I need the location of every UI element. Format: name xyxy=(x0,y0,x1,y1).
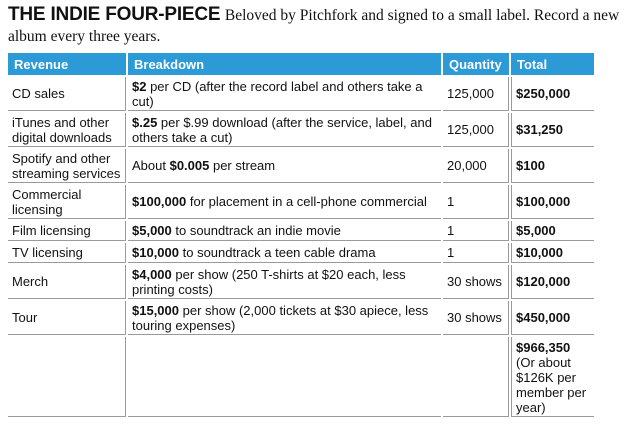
column-header-breakdown: Breakdown xyxy=(128,53,441,75)
revenue-cell: Merch xyxy=(8,265,126,299)
breakdown-amount: $4,000 xyxy=(132,266,172,282)
breakdown-text: per show (250 T-shirts at $20 each, less printing costs) xyxy=(132,266,406,297)
revenue-cell: iTunes and other digital downloads xyxy=(8,113,126,147)
column-header-total: Total xyxy=(511,53,594,75)
table-row xyxy=(8,113,594,147)
breakdown-text: per stream xyxy=(209,158,276,173)
total-cell: $10,000 xyxy=(511,243,594,263)
table-row xyxy=(8,265,594,299)
article-header xyxy=(8,4,620,47)
revenue-table xyxy=(6,51,596,419)
revenue-cell: CD sales xyxy=(8,77,126,111)
empty-cell xyxy=(128,337,441,417)
breakdown-text: per $.99 download (after the service, label, and others take a cut) xyxy=(132,114,432,145)
page-subtitle: Beloved by Pitchfork and signed to a small label. Record a new album every three years. xyxy=(8,7,620,45)
breakdown-text: per CD (after the record label and others take a cut) xyxy=(132,78,423,109)
revenue-cell: Commercial licensing xyxy=(8,185,126,219)
table-header-row xyxy=(8,53,594,75)
breakdown-cell xyxy=(128,113,441,147)
breakdown-cell xyxy=(128,185,441,219)
breakdown-cell xyxy=(128,243,441,263)
table-row xyxy=(8,221,594,241)
quantity-cell: 30 shows xyxy=(443,301,509,335)
total-cell: $450,000 xyxy=(511,301,594,335)
table-row xyxy=(8,149,594,183)
breakdown-text: per show (2,000 tickets at $30 apiece, less touring expenses) xyxy=(132,302,429,333)
total-cell: $5,000 xyxy=(511,221,594,241)
breakdown-cell xyxy=(128,77,441,111)
breakdown-amount: $100,000 xyxy=(132,194,187,209)
breakdown-text: to soundtrack an indie movie xyxy=(171,223,341,238)
total-cell: $31,250 xyxy=(511,113,594,147)
quantity-cell: 125,000 xyxy=(443,113,509,147)
table-row xyxy=(8,77,594,111)
grand-total-row xyxy=(8,337,594,417)
breakdown-cell xyxy=(128,149,441,183)
quantity-cell: 30 shows xyxy=(443,265,509,299)
page-title: THE INDIE FOUR-PIECE xyxy=(8,4,221,25)
grand-total-cell xyxy=(511,337,594,417)
quantity-cell: 1 xyxy=(443,243,509,263)
quantity-cell: 20,000 xyxy=(443,149,509,183)
breakdown-amount: $10,000 xyxy=(132,245,179,260)
breakdown-cell xyxy=(128,301,441,335)
revenue-cell: Tour xyxy=(8,301,126,335)
breakdown-text: for placement in a cell-phone commercial xyxy=(186,194,427,209)
grand-total-note: (Or about $126K per member per year) xyxy=(516,355,587,415)
table-row xyxy=(8,243,594,263)
total-cell: $120,000 xyxy=(511,265,594,299)
total-cell: $100,000 xyxy=(511,185,594,219)
revenue-cell: Film licensing xyxy=(8,221,126,241)
quantity-cell: 1 xyxy=(443,185,509,219)
breakdown-amount: $.25 xyxy=(132,114,158,130)
empty-cell xyxy=(443,337,509,417)
breakdown-amount: $5,000 xyxy=(132,223,172,238)
table-row xyxy=(8,185,594,219)
total-cell: $250,000 xyxy=(511,77,594,111)
revenue-cell: TV licensing xyxy=(8,243,126,263)
quantity-cell: 1 xyxy=(443,221,509,241)
total-cell: $100 xyxy=(511,149,594,183)
breakdown-text: to soundtrack a teen cable drama xyxy=(179,245,376,260)
revenue-cell: Spotify and other streaming services xyxy=(8,149,126,183)
breakdown-amount: $15,000 xyxy=(132,302,179,318)
table-row xyxy=(8,301,594,335)
breakdown-cell xyxy=(128,221,441,241)
breakdown-amount: $2 xyxy=(132,78,147,94)
quantity-cell: 125,000 xyxy=(443,77,509,111)
grand-total-amount: $966,350 xyxy=(516,340,571,355)
column-header-quantity: Quantity xyxy=(443,53,509,75)
column-header-revenue: Revenue xyxy=(8,53,126,75)
breakdown-cell xyxy=(128,265,441,299)
empty-cell xyxy=(8,337,126,417)
breakdown-amount: $0.005 xyxy=(169,158,210,173)
breakdown-prefix: About xyxy=(132,158,170,173)
